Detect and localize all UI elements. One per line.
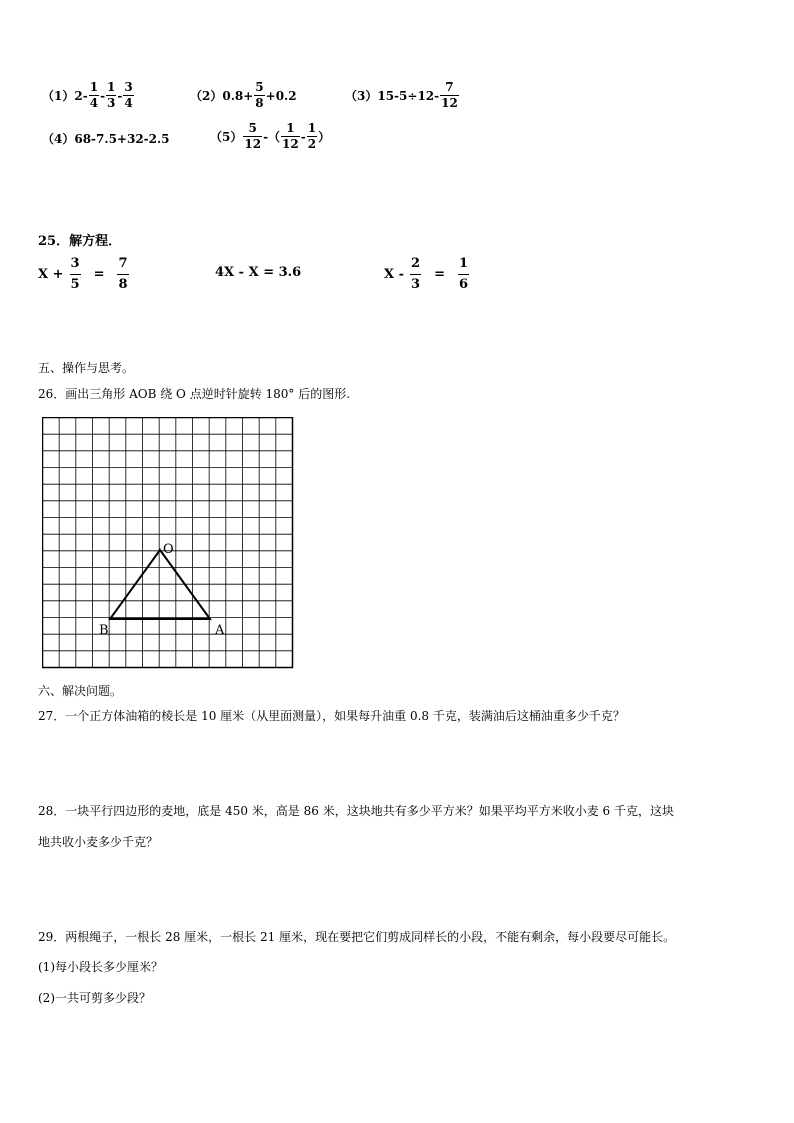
operator: - [117,88,123,103]
q28-line-1: 28．一块平行四边形的麦地，底是 450 米，高是 86 米，这块地共有多少平方米？如果平均平方米收小麦 6 千克，这块 [38,804,674,818]
q29-sub-1: (1)每小段长多少厘米？ [38,960,163,974]
fraction: $\frac{1}{4}$ [89,80,99,110]
item-label: （5） [210,130,243,144]
item-label: （1） [42,89,75,103]
fraction: $\frac{1}{2}$ [307,121,317,151]
equation-1 [38,254,130,295]
q25-title: 25．解方程． [38,234,122,249]
calc-item-1 [42,80,135,111]
grid-figure [42,417,296,671]
section-five-heading: 五、操作与思考。 [38,361,135,375]
q29-line-1: 29．两根绳子，一根长 28 厘米，一根长 21 厘米，现在要把它们剪成同样长的小段，不能有剩余，每小段要尽可能长。 [38,930,676,944]
expr-text: 68-7.5+32-2.5 [74,131,170,146]
fraction: $\frac{3}{5}$ [70,256,80,292]
item-label: （4） [42,132,75,146]
fraction: $\frac{5}{12}$ [244,121,262,151]
calc-item-5 [210,121,330,152]
fraction: $\frac{7}{12}$ [441,80,458,110]
fraction: $\frac{3}{4}$ [124,80,133,110]
fraction: $\frac{7}{8}$ [118,256,128,292]
equation-text: X - [384,267,405,282]
equation-2: 4X - X = 3.6 [215,265,302,280]
fraction: $\frac{1}{3}$ [107,80,116,110]
equals-sign: = [434,267,445,282]
label-b: B [99,623,109,638]
expr-text: +0.2 [265,88,297,103]
item-label: （2） [190,89,223,103]
fraction: $\frac{5}{8}$ [255,80,264,110]
expr-text: 2- [74,88,88,103]
operator: - [100,88,106,103]
equation-3 [384,254,470,295]
operator: ） [318,130,331,144]
expr-text: 0.8+ [222,88,254,103]
q28-line-2: 地共收小麦多少千克？ [38,835,159,849]
calc-item-3 [345,80,460,111]
equals-sign: = [93,267,105,282]
equation-text: X + [38,267,64,282]
fraction: $\frac{1}{12}$ [282,121,299,151]
q27-text: 27．一个正方体油箱的棱长是 10 厘米（从里面测量），如果每升油重 0.8 千克，装满油后这桶油重多少千克？ [38,709,625,723]
expr-text: 15-5÷12- [377,88,440,103]
calc-item-4 [42,130,170,147]
section-six-heading: 六、解决问题。 [38,684,123,698]
item-label: （3） [345,89,378,103]
calc-item-2 [190,80,297,111]
operator: -（ [263,130,281,144]
q29-sub-2: (2)一共可剪多少段？ [38,991,151,1005]
q26-text: 26．画出三角形 AOB 绕 O 点逆时针旋转 180° 后的图形. [38,387,351,401]
fraction: $\frac{2}{3}$ [411,256,421,292]
fraction: $\frac{1}{6}$ [458,256,469,292]
label-a: A [215,623,225,638]
label-o: O [163,542,174,557]
operator: - [300,129,306,144]
